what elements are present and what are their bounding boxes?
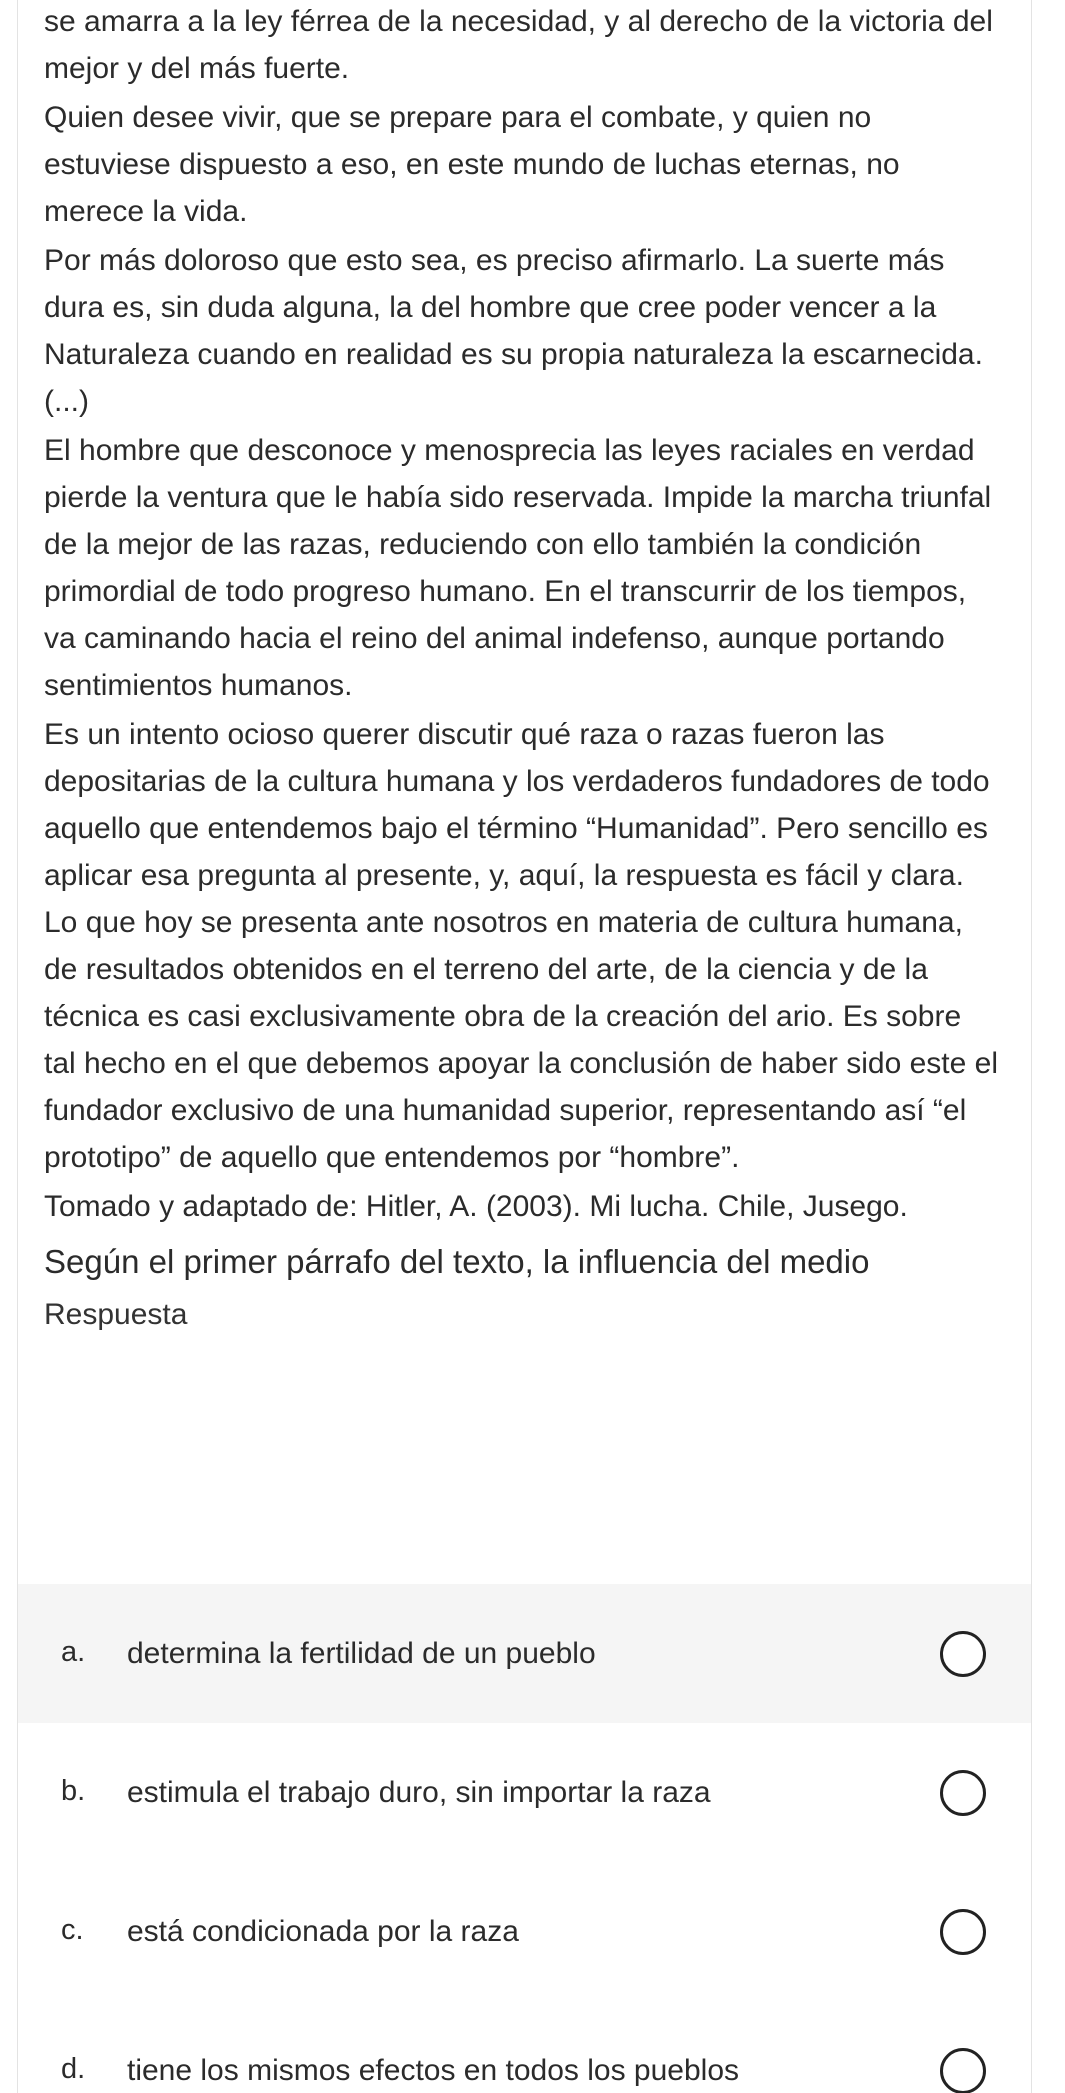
answer-options (18, 1584, 1031, 2093)
option-c[interactable] (18, 1862, 1031, 2001)
option-text: estimula el trabajo duro, sin importar la raza (127, 1776, 711, 1809)
passage-paragraph-5: Es un intento ocioso querer discutir qué raza o razas fueron las depositarias de la cultura humana y los verdaderos fundadores de todo aquello que entendemos bajo el término “Humanidad”. Pero sencillo es aplicar esa pregunta al presente, y, aquí, la respuesta es fácil y clara. Lo que hoy se presenta ante nosotros en materia de cultura humana, de resultados obtenidos en el terreno del arte, de la ciencia y de la técnica es casi exclusivamente obra de la creación del ario. Es sobre tal hecho en el que debemos apoyar la conclusión de haber sido este el fundador exclusivo de una humanidad superior, representando así “el prototipo” de aquello que entendemos por “hombre”. (44, 718, 998, 1174)
answer-label: Respuesta (44, 1298, 188, 1331)
question-text: Según el primer párrafo del texto, la influencia del medio (44, 1243, 870, 1280)
radio-button[interactable] (940, 2048, 986, 2093)
option-text: está condicionada por la raza (127, 1915, 519, 1948)
radio-button[interactable] (940, 1631, 986, 1677)
passage-paragraph-1: se amarra a la ley férrea de la necesidad, y al derecho de la victoria del mejor y del más fuerte. (44, 5, 993, 85)
option-text: determina la fertilidad de un pueblo (127, 1637, 596, 1670)
option-letter: d. (61, 2053, 86, 2085)
option-letter: a. (61, 1636, 86, 1668)
radio-button[interactable] (940, 1909, 986, 1955)
question-content (44, 0, 999, 1338)
passage-paragraph-3: Por más doloroso que esto sea, es preciso afirmarlo. La suerte más dura es, sin duda alguna, la del hombre que cree poder vencer a la Naturaleza cuando en realidad es su propia naturaleza la escarnecida. (...) (44, 244, 983, 418)
option-text: tiene los mismos efectos en todos los pueblos (127, 2054, 739, 2087)
passage-paragraph-4: El hombre que desconoce y menosprecia las leyes raciales en verdad pierde la ventura que le había sido reservada. Impide la marcha triunfal de la mejor de las razas, reduciendo con ello también la condición primordial de todo progreso humano. En el transcurrir de los tiempos, va caminando hacia el reino del animal indefenso, aunque portando sentimientos humanos. (44, 434, 992, 702)
passage-paragraph-2: Quien desee vivir, que se prepare para el combate, y quien no estuviese dispuesto a eso, en este mundo de luchas eternas, no merece la vida. (44, 101, 900, 228)
option-letter: c. (61, 1914, 84, 1946)
option-d[interactable] (18, 2001, 1031, 2093)
radio-button[interactable] (940, 1770, 986, 1816)
passage-source: Tomado y adaptado de: Hitler, A. (2003). Mi lucha. Chile, Jusego. (44, 1190, 908, 1223)
option-b[interactable] (18, 1723, 1031, 1862)
option-a[interactable] (18, 1584, 1031, 1723)
option-letter: b. (61, 1775, 86, 1807)
